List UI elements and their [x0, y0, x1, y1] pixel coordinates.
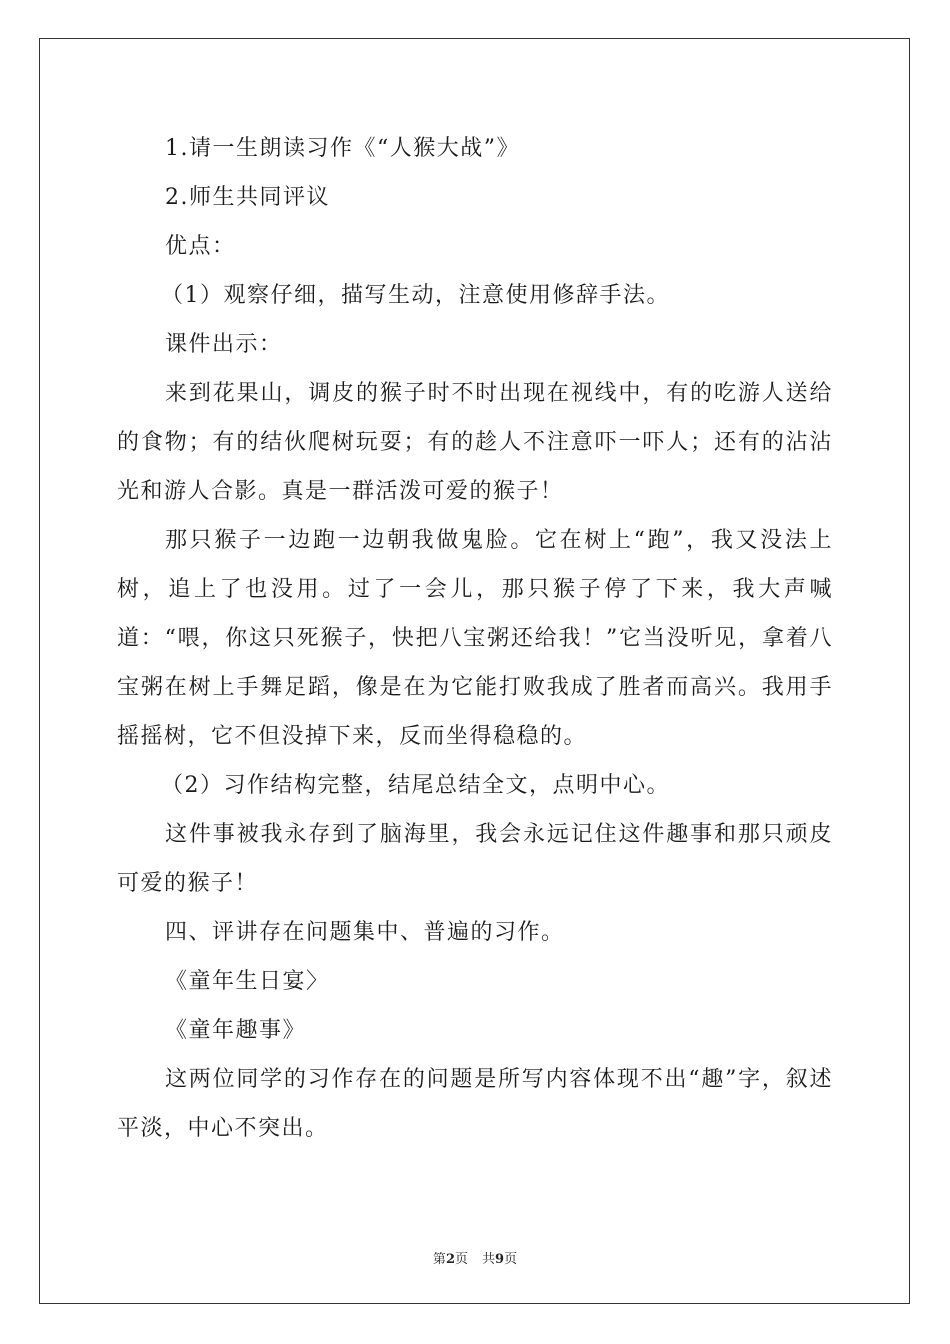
- footer-page-suffix: 页: [454, 1252, 468, 1267]
- paragraph-title-birthday: 《童年生日宴〉: [165, 969, 330, 994]
- paragraph-read-aloud: 1.请一生朗读习作《“人猴大战”》: [165, 136, 520, 161]
- footer-total-prefix: 共: [482, 1252, 496, 1267]
- paragraph-title-childhood: 《童年趣事》: [165, 1018, 307, 1043]
- paragraph-excerpt-2: 那只猴子一边跑一边朝我做鬼脸。它在树上“跑”，我又没法上树，追上了也没用。过了一会儿，那只猴子停了下来，我大声喊道：“喂，你这只死猴子，快把八宝粥还给我！”它当没听见，拿着八宝粥在树上手舞足蹈，像是在为它能打败我成了胜者而高兴。我用手摇摇树，它不但没掉下来，反而坐得稳稳的。: [117, 528, 833, 749]
- paragraph-strengths-heading: 优点：: [165, 234, 236, 259]
- document-body: [117, 124, 833, 1153]
- page-footer: [0, 1248, 950, 1267]
- paragraph-strength-2: （2）习作结构完整，结尾总结全文，点明中心。: [161, 773, 670, 798]
- paragraph-problem-summary: 这两位同学的习作存在的问题是所写内容体现不出“趣”字，叙述平淡，中心不突出。: [117, 1067, 833, 1141]
- paragraph-courseware-heading: 课件出示：: [165, 332, 283, 357]
- footer-total-pages: 9: [495, 1252, 505, 1267]
- paragraph-strength-1: （1）观察仔细，描写生动，注意使用修辞手法。: [161, 283, 670, 308]
- footer-total-suffix: 页: [504, 1252, 518, 1267]
- paragraph-joint-review: 2.师生共同评议: [165, 185, 330, 210]
- paragraph-excerpt-3: 这件事被我永存到了脑海里，我会永远记住这件趣事和那只顽皮可爱的猴子！: [117, 822, 833, 896]
- footer-page-number: 2: [445, 1252, 455, 1267]
- paragraph-section-four: 四、评讲存在问题集中、普遍的习作。: [165, 920, 565, 945]
- paragraph-excerpt-1: 来到花果山，调皮的猴子时不时出现在视线中，有的吃游人送给的食物；有的结伙爬树玩耍；有的趁人不注意吓一吓人；还有的沾沾光和游人合影。真是一群活泼可爱的猴子！: [117, 381, 833, 504]
- footer-page-prefix: 第: [432, 1252, 446, 1267]
